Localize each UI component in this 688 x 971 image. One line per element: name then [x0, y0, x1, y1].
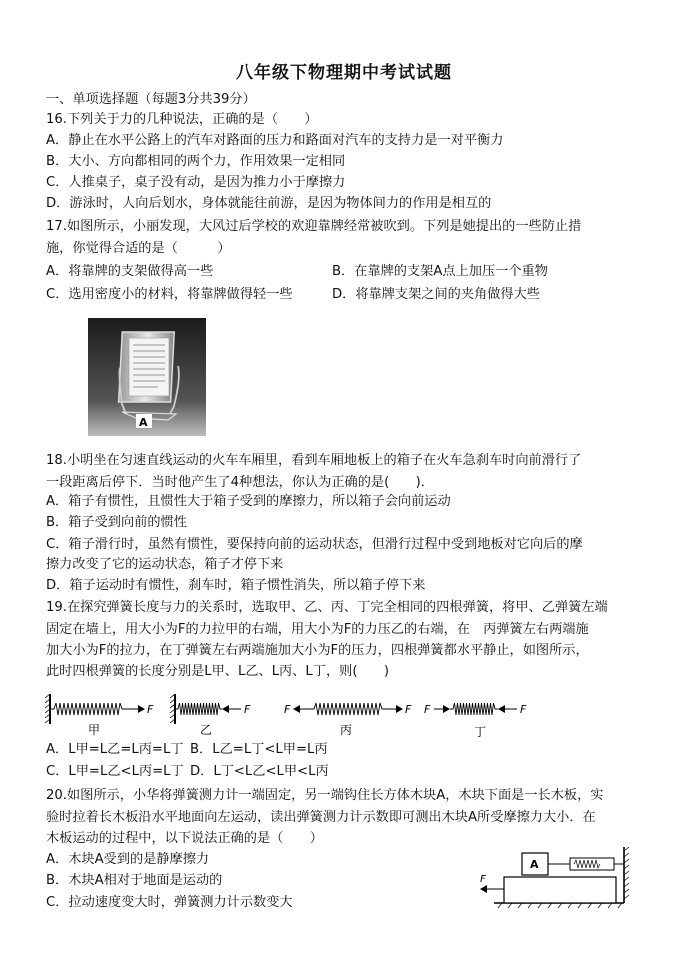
spring-label-bing: 丙 [340, 723, 353, 737]
q18-option-c-line1: C．箱子滑行时，虽然有惯性，要保持向前的运动状态，但滑行过程中受到地板对它向后的摩 [46, 537, 583, 552]
q20-option-b: B．木块A相对于地面是运动的 [46, 873, 223, 888]
spring-label-jia: 甲 [88, 723, 101, 737]
q20-stem-line2: 验时拉着长木板沿水平地面向左运动，读出弹簧测力计示数即可测出木块A所受摩擦力大小．在 [46, 810, 596, 825]
q18-option-d: D．箱子运动时有惯性，刹车时，箱子惯性消失，所以箱子停下来 [46, 578, 426, 593]
q16-option-d: D．游泳时，人向后划水，身体就能往前游，是因为物体间力的作用是相互的 [46, 196, 492, 211]
page-title: 八年级下物理期中考试试题 [236, 63, 452, 83]
q16-option-a: A．静止在水平公路上的汽车对路面的压力和路面对汽车的支持力是一对平衡力 [46, 133, 504, 148]
q19-stem-line1: 19.在探究弹簧长度与力的关系时，选取甲、乙、丙、丁完全相同的四根弹簧，将甲、乙弹簧左端 [46, 600, 608, 615]
spring-yi [170, 694, 251, 737]
q18-option-b: B．箱子受到向前的惯性 [46, 515, 187, 530]
sign-figure [88, 318, 206, 436]
spring-bing [284, 703, 412, 737]
friction-figure [474, 845, 634, 913]
q19-option-b: B．L乙=L丁<L甲=L丙 [190, 742, 328, 757]
block-label: A [530, 858, 539, 871]
force-label-yi: F [244, 703, 251, 716]
force-label-bing-left: F [284, 703, 291, 716]
q20-option-c: C．拉动速度变大时，弹簧测力计示数变大 [46, 895, 293, 910]
q18-stem-line2: 一段距离后停下．当时他产生了4种想法，你认为正确的是( )． [46, 475, 434, 490]
q17-option-c: C．选用密度小的材料，将靠牌做得轻一些 [46, 287, 293, 302]
spring-label-yi: 乙 [200, 723, 213, 737]
q18-stem-line1: 18.小明坐在匀速直线运动的火车车厢里，看到车厢地板上的箱子在火车急刹车时向前滑行了 [46, 453, 582, 468]
q20-stem-line1: 20.如图所示，小华将弹簧测力计一端固定，另一端钩住长方体木块A，木块下面是一长木板，实 [46, 788, 604, 803]
q19-option-d: D．L丁<L乙<L甲<L丙 [190, 764, 329, 779]
force-label-bing-right: F [405, 703, 412, 716]
sign-point-label: A [139, 416, 148, 429]
q19-stem-line3: 加大小为F的拉力，在丁弹簧左右两端施加大小为F的压力，四根弹簧都水平静止，如图所示， [46, 643, 589, 658]
q20-option-a: A．木块A受到的是静摩擦力 [46, 852, 210, 867]
q17-stem-line1: 17.如图所示，小丽发现，大风过后学校的欢迎靠牌经常被吹到。下列是她提出的一些防止措 [46, 219, 582, 234]
pull-force-label: F [480, 874, 486, 885]
q19-stem-line2: 固定在墙上，用大小为F的力拉甲的右端，用大小为F的力压乙的右端，在 丙弹簧左右两端施 [46, 622, 589, 637]
spring-label-ding: 丁 [474, 725, 487, 739]
q19-stem-line4: 此时四根弹簧的长度分别是L甲、L乙、L丙、L丁，则( ) [46, 664, 389, 679]
spring-jia [45, 694, 154, 737]
q16-option-b: B．大小、方向都相同的两个力，作用效果一定相同 [46, 154, 346, 169]
q17-option-a: A．将靠牌的支架做得高一些 [46, 264, 214, 279]
spring-ding [424, 703, 527, 739]
q19-option-c: C．L甲=L乙<L丙=L丁 [46, 764, 184, 779]
q16-stem: 16.下列关于力的几种说法，正确的是（ ） [46, 112, 318, 127]
force-label-jia: F [147, 703, 154, 716]
q20-stem-line3: 木板运动的过程中，以下说法正确的是（ ） [46, 831, 323, 846]
q17-option-b: B．在靠牌的支架A点上加压一个重物 [332, 264, 548, 279]
q18-option-c-line2: 擦力改变了它的运动状态，箱子才停下来 [46, 557, 284, 572]
section-heading: 一、单项选择题（每题3分共39分） [46, 92, 256, 107]
q18-option-a: A．箱子有惯性，且惯性大于箱子受到的摩擦力，所以箱子会向前运动 [46, 494, 451, 509]
q19-option-a: A．L甲=L乙=L丙=L丁 [46, 742, 184, 757]
springs-figure [44, 690, 544, 740]
force-label-ding-left: F [424, 703, 431, 716]
q17-stem-line2: 施，你觉得合适的是（ ） [46, 241, 231, 256]
q16-option-c: C．人推桌子，桌子没有动，是因为推力小于摩擦力 [46, 175, 346, 190]
q17-option-d: D．将靠牌支架之间的夹角做得大些 [332, 287, 540, 302]
force-label-ding-right: F [520, 703, 527, 716]
